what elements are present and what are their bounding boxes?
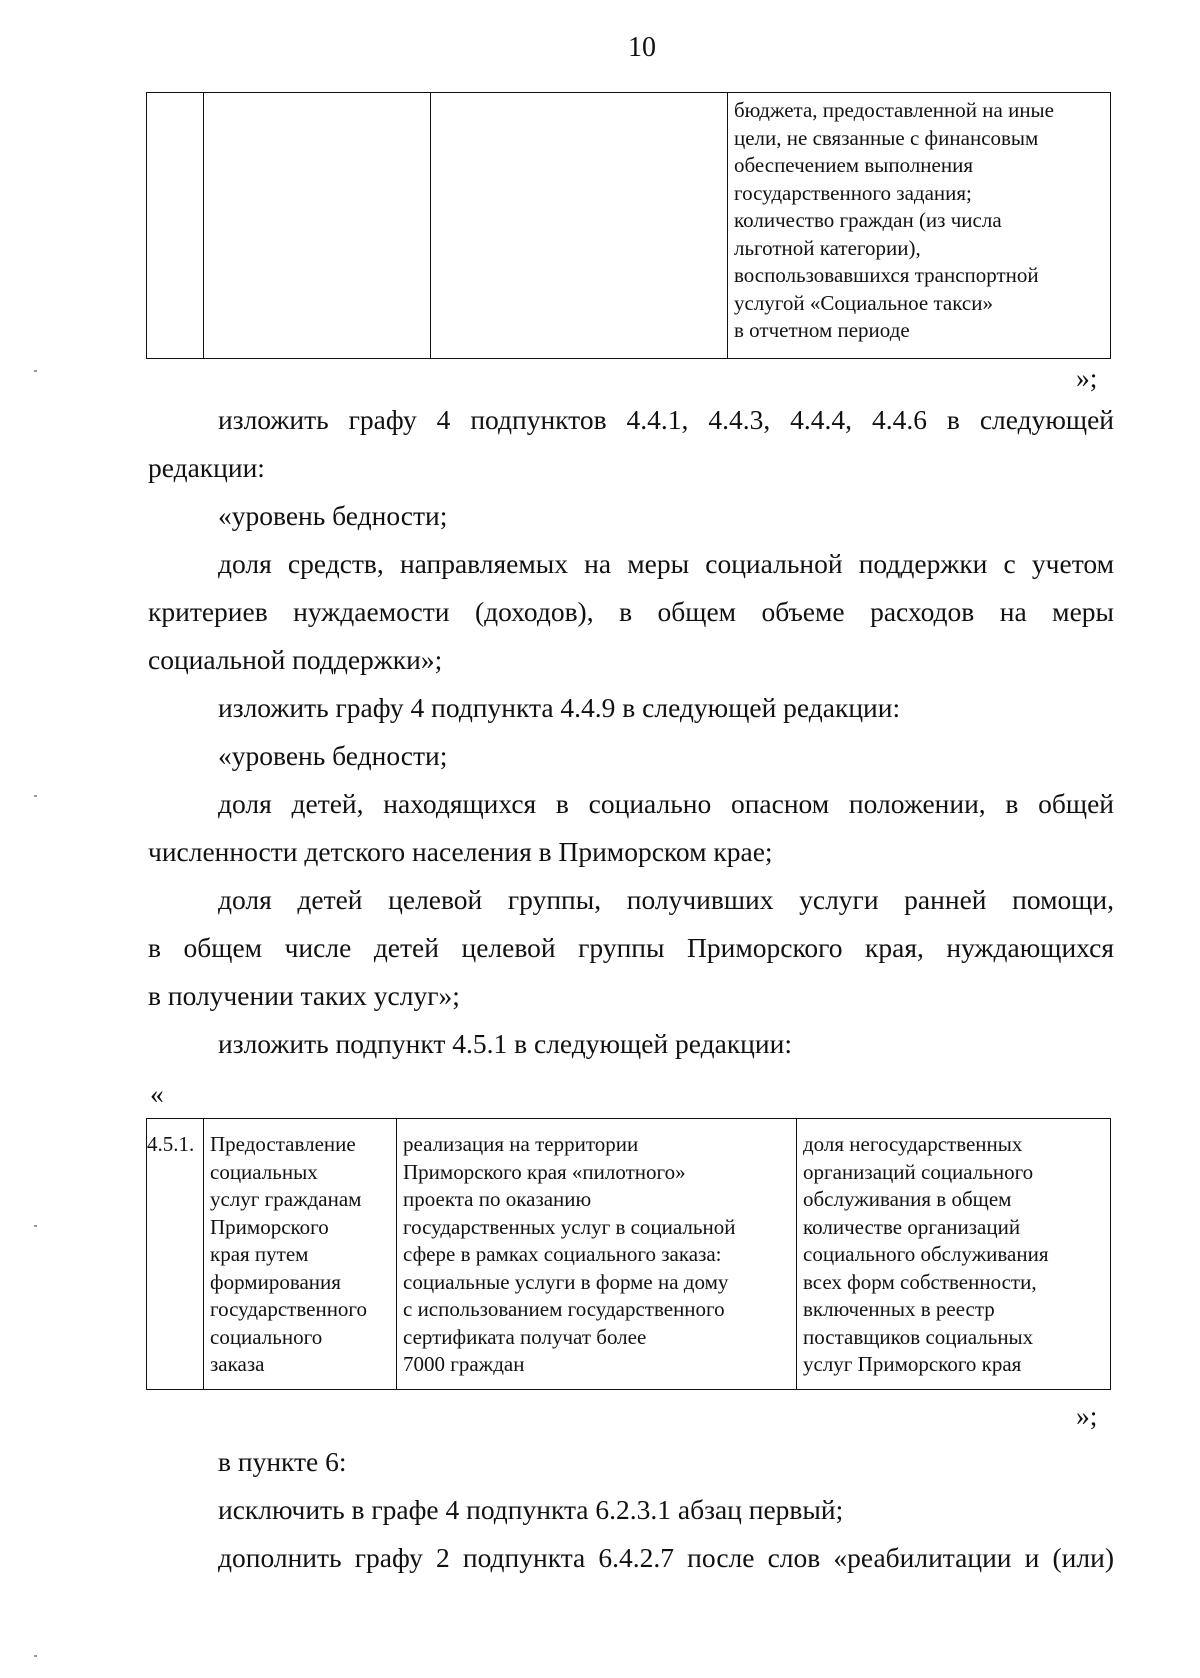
paragraph-line: изложить подпункт 4.5.1 в следующей редакции: — [218, 1028, 792, 1059]
cell-text-line: воспользовавшихся транспортной — [734, 263, 1039, 287]
cell-text-line: реализация на территории — [403, 1132, 639, 1156]
table-cell-name — [204, 1119, 397, 1390]
cell-text-line: заказа — [210, 1352, 265, 1376]
cell-text-line: социального — [210, 1324, 323, 1349]
paragraph-line: изложить графу 4 подпункта 4.4.9 в следующей редакции: — [218, 692, 901, 723]
paragraph-line: дополнить графу 2 подпункта 6.4.2.7 после слов «реабилитации и (или) — [218, 1542, 1114, 1573]
paragraph-line: доля детей, находящихся в социально опасном положении, в общей — [218, 788, 1114, 819]
cell-text-line: Приморского края «пилотного» — [403, 1159, 686, 1184]
cell-text-line: льготной категории), — [734, 235, 921, 260]
cell-text-line: Приморского — [210, 1214, 329, 1239]
cell-text-line: количестве организаций — [803, 1214, 1021, 1239]
cell-text-line: обслуживания в общем — [803, 1187, 1012, 1211]
paragraph-line: «уровень бедности; — [218, 500, 448, 531]
cell-text-line: края путем — [210, 1242, 309, 1266]
cell-text-line: сертификата получат более — [403, 1324, 647, 1349]
cell-text-line: государственного — [210, 1297, 368, 1321]
paragraph-line: в общем числе детей целевой группы Приморского края, нуждающихся — [148, 932, 1114, 963]
cell-text-line: поставщиков социальных — [803, 1324, 1034, 1349]
cell-text-line: сфере в рамках социального заказа: — [403, 1242, 722, 1266]
cell-text-line: включенных в реестр — [803, 1297, 995, 1321]
cell-text-line: социального обслуживания — [803, 1242, 1049, 1266]
close-quote: »; — [1076, 362, 1098, 393]
cell-text-line: обеспечением выполнения — [734, 153, 973, 177]
table-cell-result — [397, 1119, 797, 1390]
paragraph-line: доля детей целевой группы, получивших услуги ранней помощи, — [218, 884, 1114, 915]
scan-mark — [34, 370, 37, 372]
scan-mark — [34, 1225, 37, 1227]
paragraph-line: доля средств, направляемых на меры социальной поддержки с учетом — [218, 548, 1114, 579]
table-cell-num — [147, 1119, 204, 1390]
cell-text-line: государственного задания; — [734, 180, 972, 205]
paragraph-line: критериев нуждаемости (доходов), в общем объеме расходов на меры — [148, 596, 1114, 627]
cell-text-line: 7000 граждан — [403, 1352, 525, 1376]
table-cell-indicators — [797, 1119, 1111, 1390]
close-quote: »; — [1076, 1400, 1098, 1431]
cell-text-line: проекта по оказанию — [403, 1187, 592, 1211]
cell-text-line: формирования — [210, 1269, 341, 1294]
paragraph-line: «уровень бедности; — [218, 740, 448, 771]
cell-text-line: доля негосударственных — [803, 1132, 1023, 1156]
cell-text-line: услуг гражданам — [210, 1187, 362, 1211]
paragraph-line: в пункте 6: — [218, 1446, 347, 1477]
cell-text-line: социальные услуги в форме на дому — [403, 1269, 729, 1294]
cell-text-line: цели, не связанные с финансовым — [734, 125, 1039, 150]
cell-text-line: организаций социального — [803, 1159, 1034, 1184]
table-bottom — [146, 1118, 1111, 1390]
paragraph-line: численности детского населения в Приморском крае; — [148, 836, 773, 867]
table-cell-num — [147, 93, 204, 359]
cell-text-line: государственных услуг в социальной — [403, 1214, 736, 1239]
table-cell-result — [431, 93, 728, 359]
open-quote: « — [150, 1078, 164, 1109]
cell-text-line: услуг Приморского края — [803, 1352, 1022, 1376]
page-number: 10 — [628, 32, 656, 63]
table-row — [147, 93, 1111, 359]
scan-mark — [34, 795, 37, 797]
scan-mark — [34, 1655, 37, 1657]
table-cell-name — [204, 93, 431, 359]
table-row — [147, 1119, 1111, 1390]
table-cell-indicators — [728, 93, 1111, 359]
cell-text-line: в отчетном периоде — [734, 318, 910, 342]
cell-text-line: количество граждан (из числа — [734, 208, 1002, 232]
paragraph-line: редакции: — [148, 452, 265, 483]
cell-text-line: услугой «Социальное такси» — [734, 290, 993, 315]
cell-text-line: бюджета, предоставленной на иные — [734, 98, 1054, 122]
table-top — [146, 92, 1111, 359]
cell-text-line: с использованием государственного — [403, 1297, 725, 1321]
paragraph-line: изложить графу 4 подпунктов 4.4.1, 4.4.3, 4.4.4, 4.4.6 в следующей — [218, 404, 1114, 435]
row-number: 4.5.1. — [147, 1132, 195, 1156]
paragraph-line: в получении таких услуг»; — [148, 980, 460, 1011]
cell-text-line: Предоставление — [210, 1132, 356, 1156]
cell-text-line: социальных — [210, 1159, 318, 1184]
paragraph-line: социальной поддержки»; — [148, 644, 443, 675]
paragraph-line: исключить в графе 4 подпункта 6.2.3.1 абзац первый; — [218, 1494, 844, 1525]
cell-text-line: всех форм собственности, — [803, 1269, 1037, 1294]
